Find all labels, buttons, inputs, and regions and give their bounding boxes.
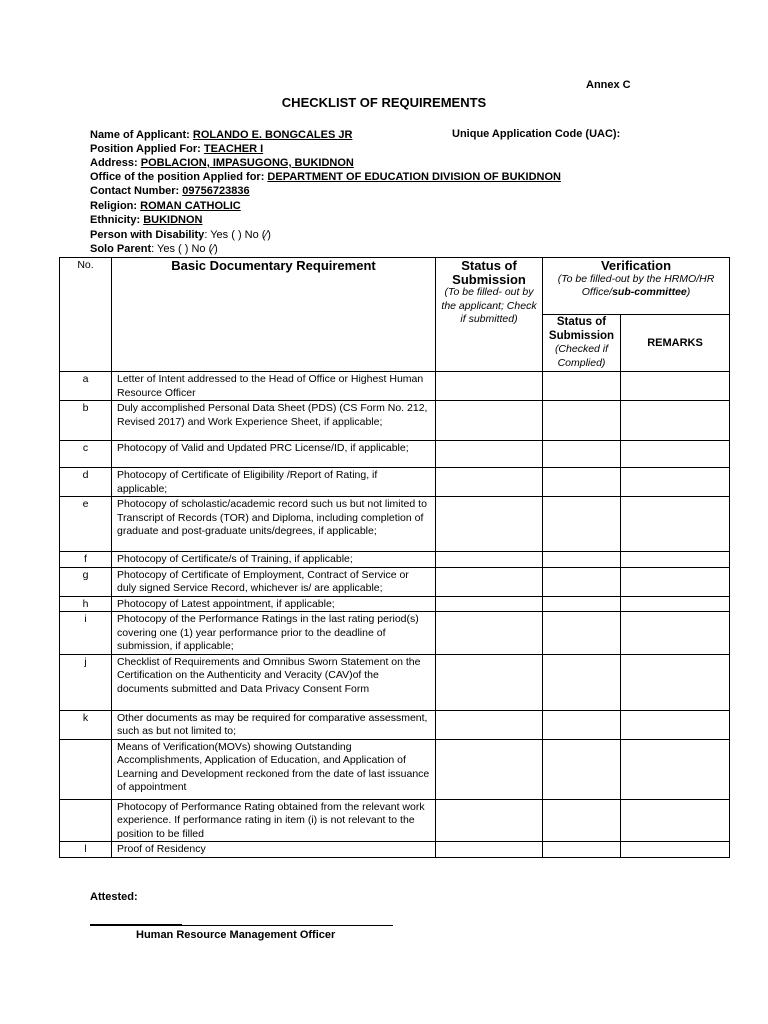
row-number: c <box>60 441 112 468</box>
row-status-cell[interactable] <box>436 497 543 552</box>
row-status-cell[interactable] <box>436 441 543 468</box>
row-number: l <box>60 842 112 858</box>
pwd-label: Person with Disability <box>90 229 205 241</box>
solo-parent-value: : Yes ( ) No (∕) <box>151 243 218 255</box>
row-requirement: Proof of Residency <box>112 842 436 858</box>
row-remarks-cell[interactable] <box>621 567 730 596</box>
header-verif-status-note: (Checked if Complied) <box>554 343 609 369</box>
row-status-cell[interactable] <box>436 739 543 799</box>
ethnicity-label: Ethnicity: <box>90 214 141 226</box>
row-remarks-cell[interactable] <box>621 372 730 401</box>
religion-label: Religion: <box>90 200 138 212</box>
row-remarks-cell[interactable] <box>621 739 730 799</box>
row-requirement: Duly accomplished Personal Data Sheet (PDS) (CS Form No. 212, Revised 2017) and Work Experience Sheet, if applicable; <box>112 401 436 441</box>
row-requirement: Photocopy of the Performance Ratings in the last rating period(s) covering one (1) year performance prior to the deadline of submission, if applicable; <box>112 612 436 655</box>
applicant-name-value: ROLANDO E. BONGCALES JR <box>192 129 353 141</box>
row-verif-status-cell[interactable] <box>543 468 621 497</box>
row-requirement: Photocopy of scholastic/academic record such us but not limited to Transcript of Records (TOR) and Diploma, including completion of graduate and post-graduate units/degrees, if applicable; <box>112 497 436 552</box>
row-remarks-cell[interactable] <box>621 842 730 858</box>
header-verification-title: Verification <box>600 258 672 273</box>
row-requirement: Photocopy of Certificate of Employment, Contract of Service or duly signed Service Record, whichever is/ are applicable; <box>112 567 436 596</box>
header-verif-status-title: Status of Submission <box>548 316 615 342</box>
ethnicity-value: BUKIDNON <box>143 214 203 226</box>
row-verif-status-cell[interactable] <box>543 799 621 842</box>
row-remarks-cell[interactable] <box>621 596 730 612</box>
row-number: b <box>60 401 112 441</box>
position-label: Position Applied For: <box>90 143 201 155</box>
table-row <box>60 441 730 468</box>
row-status-cell[interactable] <box>436 654 543 710</box>
header-status <box>436 258 543 372</box>
address-line <box>90 156 354 170</box>
table-row <box>60 401 730 441</box>
row-status-cell[interactable] <box>436 612 543 655</box>
row-number: e <box>60 497 112 552</box>
header-verif-status <box>543 315 621 372</box>
address-value: POBLACION, IMPASUGONG, BUKIDNON <box>140 157 354 169</box>
row-status-cell[interactable] <box>436 567 543 596</box>
row-number: k <box>60 710 112 739</box>
row-number: g <box>60 567 112 596</box>
row-requirement: Photocopy of Certificate/s of Training, if applicable; <box>112 552 436 568</box>
row-remarks-cell[interactable] <box>621 468 730 497</box>
row-requirement: Letter of Intent addressed to the Head of Office or Highest Human Resource Officer <box>112 372 436 401</box>
attested-label: Attested: <box>90 891 138 903</box>
row-remarks-cell[interactable] <box>621 441 730 468</box>
row-status-cell[interactable] <box>436 596 543 612</box>
table-row <box>60 842 730 858</box>
uac-label: Unique Application Code (UAC): <box>452 128 621 140</box>
table-row <box>60 596 730 612</box>
signature-line <box>90 925 393 926</box>
row-verif-status-cell[interactable] <box>543 552 621 568</box>
row-remarks-cell[interactable] <box>621 799 730 842</box>
table-row <box>60 552 730 568</box>
table-row <box>60 612 730 655</box>
row-verif-status-cell[interactable] <box>543 612 621 655</box>
row-requirement: Photocopy of Latest appointment, if applicable; <box>112 596 436 612</box>
annex-label: Annex C <box>586 79 631 91</box>
document-title: CHECKLIST OF REQUIREMENTS <box>281 95 487 110</box>
row-number: d <box>60 468 112 497</box>
row-number: f <box>60 552 112 568</box>
row-requirement: Photocopy of Certificate of Eligibility /Report of Rating, if applicable; <box>112 468 436 497</box>
contact-label: Contact Number: <box>90 185 180 197</box>
row-number <box>60 739 112 799</box>
requirements-table <box>59 257 730 858</box>
row-remarks-cell[interactable] <box>621 710 730 739</box>
religion-value: ROMAN CATHOLIC <box>140 200 241 212</box>
office-line <box>90 170 561 184</box>
row-verif-status-cell[interactable] <box>543 441 621 468</box>
row-status-cell[interactable] <box>436 552 543 568</box>
header-verification-note: (To be filled-out by the HRMO/HR Office/sub-committee) <box>557 272 715 298</box>
row-verif-status-cell[interactable] <box>543 710 621 739</box>
table-row <box>60 468 730 497</box>
position-line <box>90 142 263 156</box>
table-row <box>60 497 730 552</box>
table-row <box>60 710 730 739</box>
table-row <box>60 372 730 401</box>
row-number: a <box>60 372 112 401</box>
row-verif-status-cell[interactable] <box>543 372 621 401</box>
religion-line <box>90 199 241 213</box>
row-requirement: Photocopy of Valid and Updated PRC License/ID, if applicable; <box>112 441 436 468</box>
row-verif-status-cell[interactable] <box>543 654 621 710</box>
row-requirement: Other documents as may be required for comparative assessment, such as but not limited to; <box>112 710 436 739</box>
position-value: TEACHER I <box>203 143 264 155</box>
row-status-cell[interactable] <box>436 799 543 842</box>
row-remarks-cell[interactable] <box>621 497 730 552</box>
row-number <box>60 799 112 842</box>
row-status-cell[interactable] <box>436 372 543 401</box>
row-verif-status-cell[interactable] <box>543 401 621 441</box>
table-row <box>60 567 730 596</box>
row-requirement: Means of Verification(MOVs) showing Outstanding Accomplishments, Application of Education, and Application of Learning and Development reckoned from the date of last issuance of appointment <box>112 739 436 799</box>
table-row <box>60 799 730 842</box>
row-remarks-cell[interactable] <box>621 654 730 710</box>
row-number: h <box>60 596 112 612</box>
row-status-cell[interactable] <box>436 401 543 441</box>
header-requirement: Basic Documentary Requirement <box>112 258 436 372</box>
contact-line <box>90 184 250 198</box>
contact-value: 09756723836 <box>182 185 250 197</box>
row-status-cell[interactable] <box>436 468 543 497</box>
table-row <box>60 654 730 710</box>
signatory-title: Human Resource Management Officer <box>136 929 336 941</box>
header-verification <box>543 258 730 315</box>
header-remarks: REMARKS <box>621 315 730 372</box>
office-label: Office of the position Applied for: <box>90 171 265 183</box>
row-number: j <box>60 654 112 710</box>
address-label: Address: <box>90 157 138 169</box>
row-remarks-cell[interactable] <box>621 612 730 655</box>
row-verif-status-cell[interactable] <box>543 567 621 596</box>
row-number: i <box>60 612 112 655</box>
solo-parent-line <box>90 242 218 256</box>
applicant-name-label: Name of Applicant <box>90 129 187 141</box>
row-remarks-cell[interactable] <box>621 401 730 441</box>
header-no: No. <box>60 258 112 372</box>
row-verif-status-cell[interactable] <box>543 497 621 552</box>
row-requirement: Checklist of Requirements and Omnibus Sworn Statement on the Certification on the Authenticity and Veracity (CAV)of the documents submitted and Data Privacy Consent Form <box>112 654 436 710</box>
solo-parent-label: Solo Parent <box>90 243 152 255</box>
pwd-line <box>90 228 271 242</box>
ethnicity-line <box>90 213 202 227</box>
row-requirement: Photocopy of Performance Rating obtained from the relevant work experience. If performance rating in item (i) is not relevant to the position to be filled <box>112 799 436 842</box>
applicant-name-line: Name of Applicant: ROLANDO E. BONGCALES JR <box>90 129 353 141</box>
header-status-note: (To be filled- out by the applicant; Check if submitted) <box>441 286 537 325</box>
row-status-cell[interactable] <box>436 842 543 858</box>
office-value: DEPARTMENT OF EDUCATION DIVISION OF BUKIDNON <box>267 171 561 183</box>
header-status-title: Status of Submission <box>452 258 526 287</box>
table-row <box>60 739 730 799</box>
pwd-value: : Yes ( ) No (∕) <box>204 229 271 241</box>
row-verif-status-cell[interactable] <box>543 842 621 858</box>
row-verif-status-cell[interactable] <box>543 596 621 612</box>
row-remarks-cell[interactable] <box>621 552 730 568</box>
row-status-cell[interactable] <box>436 710 543 739</box>
row-verif-status-cell[interactable] <box>543 739 621 799</box>
